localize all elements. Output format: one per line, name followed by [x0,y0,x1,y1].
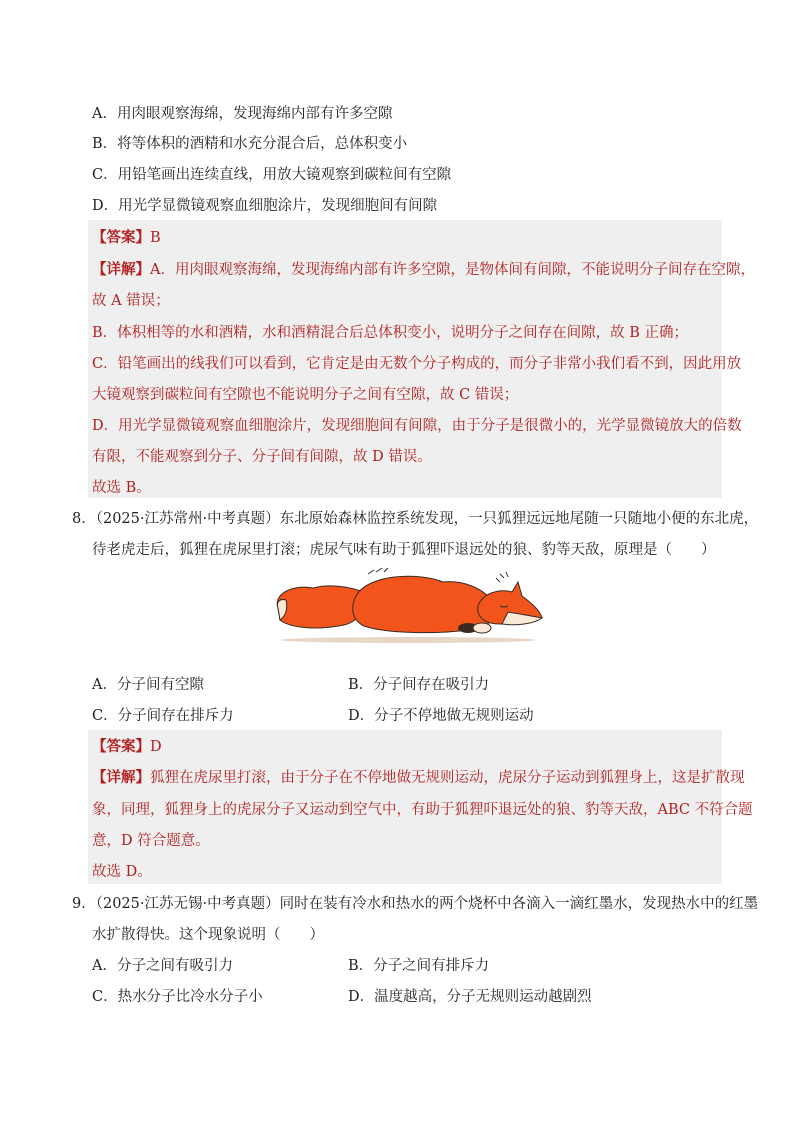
q7-answer [92,228,161,248]
q8-stem-line-1: 8．（2025·江苏常州·中考真题）东北原始森林监控系统发现，一只狐狸远远地尾随一只随地小便的东北虎， [72,511,759,527]
q7-option-d: D．用光学显微镜观察血细胞涂片，发现细胞间有间隙 [92,198,438,214]
q7-detail-line-4: C．铅笔画出的线我们可以看到，它肯定是由无数个分子构成的，而分子非常小我们看不到，因此用放 [92,356,742,372]
q9-stem-line-1: 9．（2025·江苏无锡·中考真题）同时在装有冷水和热水的两个烧杯中各滴入一滴红墨水，发现热水中的红墨 [72,896,759,912]
q7-option-c: C．用铅笔画出连续直线，用放大镜观察到碳粒间有空隙 [92,167,452,183]
q8-option-b: B．分子间存在吸引力 [348,677,490,693]
q8-option-c: C．分子间存在排斥力 [92,708,234,724]
q9-option-c: C．热水分子比冷水分子小 [92,989,263,1005]
answer-value: D [150,739,162,755]
q7-detail-line-6: D．用光学显微镜观察血细胞涂片，发现细胞间有间隙，由于分子是很微小的，光学显微镜放大的倍数 [92,418,742,434]
q9-option-a: A．分子之间有吸引力 [92,958,233,974]
q8-detail-line-1: 【详解】狐狸在虎尿里打滚，由于分子在不停地做无规则运动，虎尿分子运动到狐狸身上，这是扩散现 [92,769,745,786]
q9-stem-line-2: 水扩散得快。这个现象说明（ ） [92,927,324,943]
q8-detail-line-3: 意，D 符合题意。 [92,833,210,849]
answer-label: 【答案】 [92,229,150,246]
q7-option-b: B．将等体积的酒精和水充分混合后，总体积变小 [92,136,408,152]
q7-option-a: A．用肉眼观察海绵，发现海绵内部有许多空隙 [92,106,393,122]
q7-detail-line-7: 有限，不能观察到分子、分子间有间隙，故 D 错误。 [92,449,432,465]
q7-detail-line-3: B．体积相等的水和酒精，水和酒精混合后总体积变小，说明分子之间存在间隙，故 B 正确； [92,325,689,341]
q8-conclusion: 故选 D。 [92,864,152,880]
q8-answer [92,737,162,757]
q7-conclusion: 故选 B。 [92,480,151,496]
q9-option-d: D．温度越高，分子无规则运动越剧烈 [348,989,592,1005]
q9-option-b: B．分子之间有排斥力 [348,958,490,974]
sleeping-fox-icon [268,566,548,646]
q7-detail-line-5: 大镜观察到碳粒间有空隙也不能说明分子之间有空隙，故 C 错误； [92,387,519,403]
detail-label: 【详解】 [92,769,150,786]
q7-detail-line-2: 故 A 错误； [92,293,170,309]
answer-label: 【答案】 [92,738,150,755]
q7-detail-line-1: 【详解】A．用肉眼观察海绵，发现海绵内部有许多空隙，是物体间有间隙，不能说明分子间存在空隙， [92,261,755,278]
detail-label: 【详解】 [92,261,150,278]
q8-detail-line-2: 象，同理，狐狸身上的虎尿分子又运动到空气中，有助于狐狸吓退远处的狼、豹等天敌，ABC 不符合题 [92,802,753,818]
q8-option-d: D．分子不停地做无规则运动 [348,708,534,724]
q8-stem-line-2: 待老虎走后，狐狸在虎尿里打滚；虎尿气味有助于狐狸吓退远处的狼、豹等天敌，原理是（ ） [92,542,716,558]
answer-value: B [150,230,161,246]
q8-option-a: A．分子间有空隙 [92,677,204,693]
